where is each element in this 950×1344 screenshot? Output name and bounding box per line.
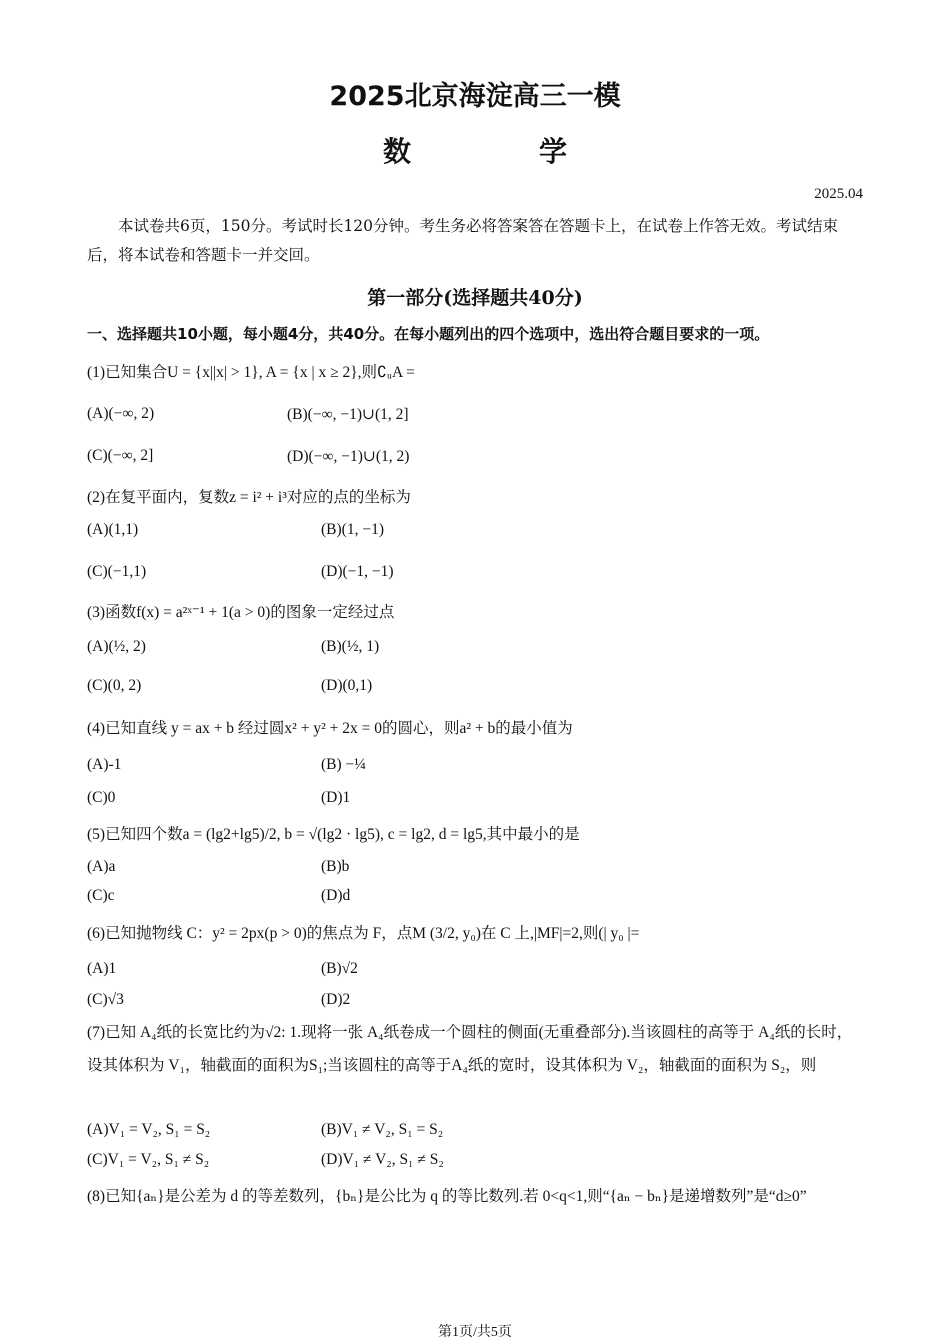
- question-4-stem: (4)已知直线 y = ax + b 经过圆x² + y² + 2x = 0的圆心，则a² + b的最小值为: [87, 720, 573, 737]
- question-6-stem: (6)已知抛物线 C：y² = 2px(p > 0)的焦点为 F，点M (3/2, y₀)在 C 上,|MF|=2,则(| y₀ |=: [87, 925, 640, 942]
- question-1-option-c: (C)(−∞, 2]: [87, 447, 154, 464]
- question-8-stem: (8)已知{aₙ}是公差为 d 的等差数列，{bₙ}是公比为 q 的等比数列.若 0<q<1,则“{aₙ − bₙ}是递增数列”是“d≥0”: [87, 1188, 807, 1205]
- question-5-option-b: (B)b: [321, 858, 350, 875]
- question-2-option-d: (D)(−1, −1): [321, 563, 394, 580]
- question-3-option-a: (A)(½, 2): [87, 638, 146, 655]
- question-6-option-d: (D)2: [321, 991, 351, 1008]
- question-2-option-b: (B)(1, −1): [321, 521, 384, 538]
- question-6-option-b: (B)√2: [321, 960, 358, 977]
- question-1-option-b: (B)(−∞, −1)∪(1, 2]: [287, 406, 409, 423]
- question-2-option-a: (A)(1,1): [87, 521, 139, 538]
- question-4-option-d: (D)1: [321, 789, 351, 806]
- question-6-option-c: (C)√3: [87, 991, 124, 1008]
- question-3-option-b: (B)(½, 1): [321, 638, 380, 655]
- question-2-option-c: (C)(−1,1): [87, 563, 147, 580]
- question-7-option-b: (B)V₁ ≠ V₂, S₁ = S₂: [321, 1121, 444, 1138]
- exam-date: 2025.04: [814, 186, 863, 202]
- question-5-option-d: (D)d: [321, 887, 351, 904]
- question-7-option-c: (C)V₁ = V₂, S₁ ≠ S₂: [87, 1151, 210, 1168]
- question-4-option-c: (C)0: [87, 789, 116, 806]
- question-4-option-b: (B) −¼: [321, 756, 366, 773]
- question-1-option-d: (D)(−∞, −1)∪(1, 2): [287, 448, 410, 465]
- subject-title: 数 学: [382, 135, 617, 168]
- question-3-stem: (3)函数f(x) = a²ˣ⁻¹ + 1(a > 0)的图象一定经过点: [87, 604, 395, 621]
- question-3-option-c: (C)(0, 2): [87, 677, 142, 694]
- intro-paragraph: 本试卷共6页，150分。考试时长120分钟。考生务必将答案答在答题卡上，在试卷上作答无效。考试结束后，将本试卷和答题卡一并交回。: [87, 217, 839, 264]
- page-title: 2025北京海淀高三一模: [329, 81, 621, 112]
- question-5-option-c: (C)c: [87, 887, 115, 904]
- section-title: 第一部分(选择题共40分): [367, 287, 583, 309]
- question-1-stem: (1)已知集合U = {x||x| > 1}, A = {x | x ≥ 2},则∁ᵤA =: [87, 364, 415, 381]
- question-7-option-a: (A)V₁ = V₂, S₁ = S₂: [87, 1121, 211, 1138]
- question-1-option-a: (A)(−∞, 2): [87, 405, 155, 422]
- question-5-option-a: (A)a: [87, 858, 116, 875]
- instruction: 一、选择题共10小题，每小题4分，共40分。在每小题列出的四个选项中，选出符合题目要求的一项。: [87, 325, 770, 343]
- question-4-option-a: (A)-1: [87, 756, 122, 773]
- question-5-stem: (5)已知四个数a = (lg2+lg5)/2, b = √(lg2 · lg5), c = lg2, d = lg5,其中最小的是: [87, 826, 580, 843]
- question-7-option-d: (D)V₁ ≠ V₂, S₁ ≠ S₂: [321, 1151, 444, 1168]
- question-3-option-d: (D)(0,1): [321, 677, 373, 694]
- question-7-stem: (7)已知 A₄纸的长宽比约为√2: 1.现将一张 A₄纸卷成一个圆柱的侧面(无重叠部分).当该圆柱的高等于 A₄纸的长时，设其体积为 V₁，轴截面的面积为S₁;当该圆柱的高等于A₄纸的宽时，设其体积为 V₂，轴截面的面积为 S₂，则: [87, 1024, 853, 1074]
- question-2-stem: (2)在复平面内，复数z = i² + i³对应的点的坐标为: [87, 489, 411, 506]
- page-footer: 第1页/共5页: [438, 1325, 512, 1340]
- question-6-option-a: (A)1: [87, 960, 117, 977]
